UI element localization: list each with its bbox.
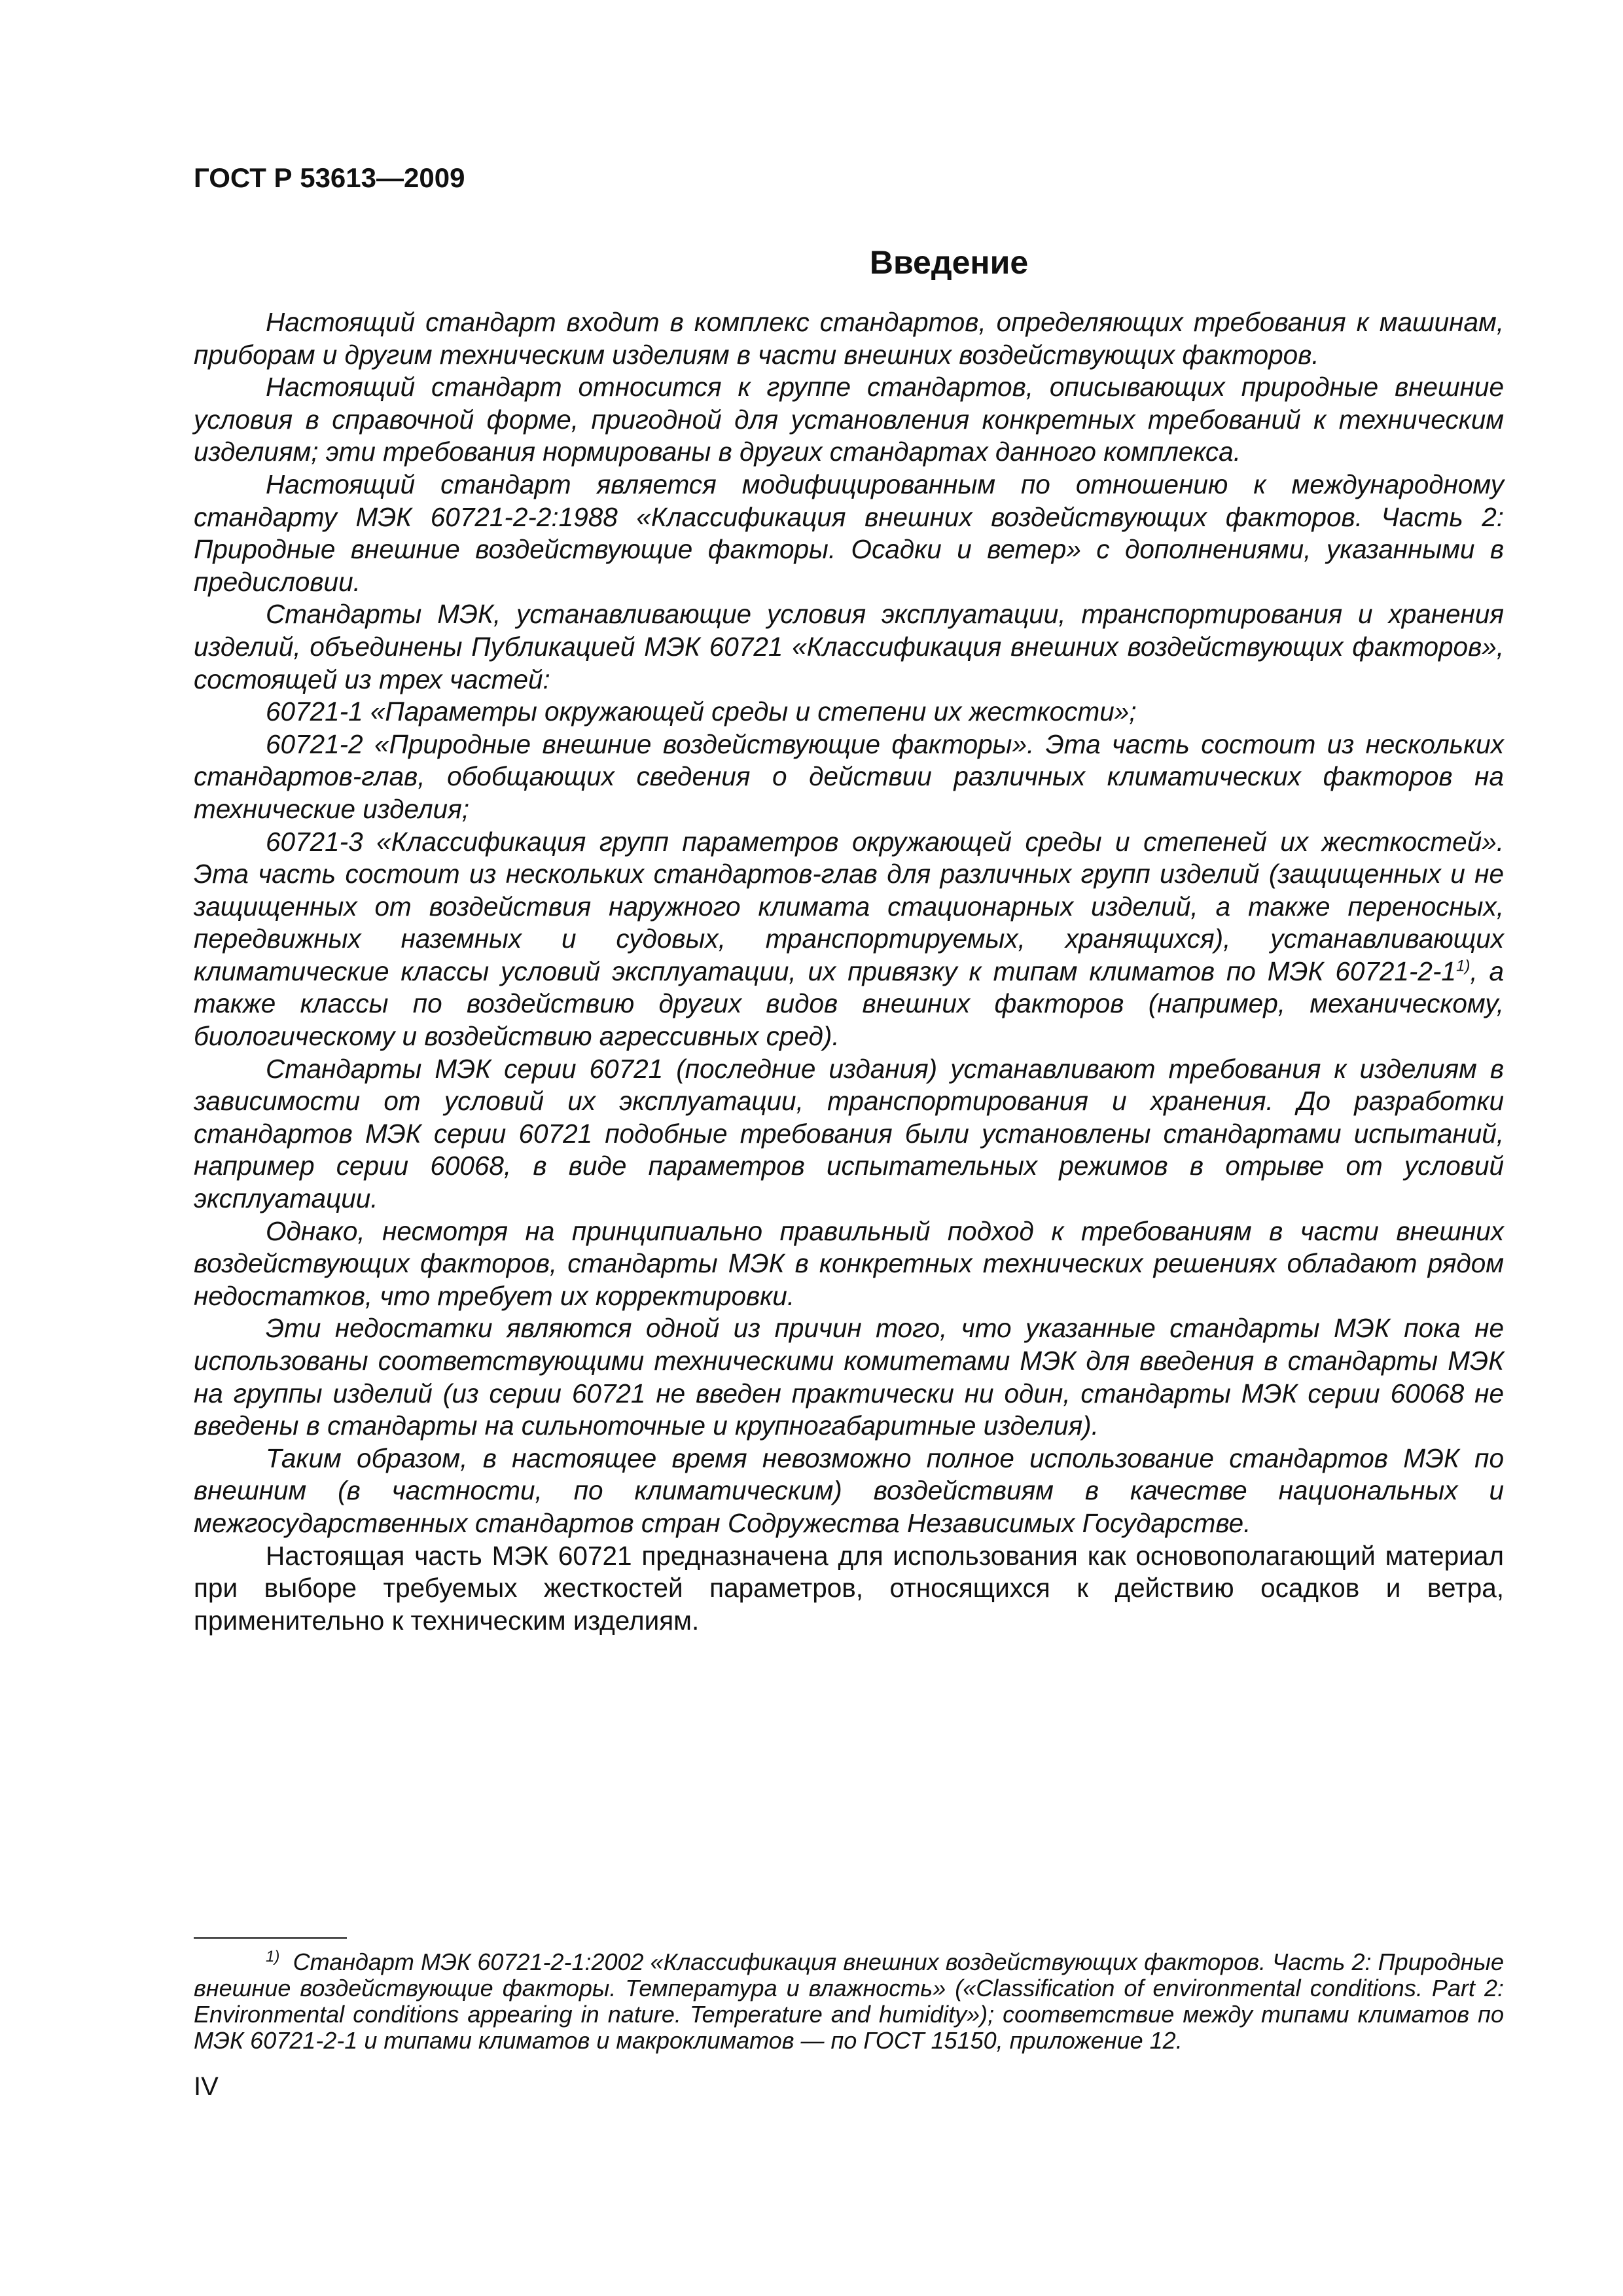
paragraph: Однако, несмотря на принципиально правильный подход к требованиям в части внешних воздействующих факторов, стандарты МЭК в конкретных технических решениях обладают рядом недостатков, что требует их корректировки. (194, 1215, 1504, 1311)
document-header: ГОСТ Р 53613—2009 (194, 162, 465, 193)
footnote-reference[interactable]: 1) (1455, 957, 1471, 975)
list-item-60721-2: 60721-2 «Природные внешние воздействующие факторы». Эта часть состоит из нескольких стандартов-глав, обобщающих сведения о действии различных климатических факторов на технические изделия; (194, 728, 1504, 824)
section-title: Введение (869, 244, 1029, 281)
paragraph: Стандарты МЭК, устанавливающие условия эксплуатации, транспортирования и хранения изделий, объединены Публикацией МЭК 60721 «Классификация внешних воздействующих факторов», состоящей из трех частей: (194, 599, 1504, 694)
paragraph: Настоящий стандарт входит в комплекс стандартов, определяющих требования к машинам, приборам и другим техническим изделиям в части внешних воздействующих факторов. (194, 307, 1504, 370)
page-number: IV (194, 2072, 219, 2101)
paragraph-final: Настоящая часть МЭК 60721 предназначена для использования как основополагающий материал при выборе требуемых жесткостей параметров, относящихся к действию осадков и ветра, применительно к техническим изделиям. (194, 1540, 1504, 1636)
list-item-60721-3 (194, 826, 1504, 1053)
footnote-text: Стандарт МЭК 60721-2-1:2002 «Классификация внешних воздействующих факторов. Часть 2: Природные внешние воздействующие факторы. Температура и влажность» («Classification of environmental conditions. Part 2: Environmental conditions appearing in nature. Temperature and humidity»); соответствие между типами климатов по МЭК 60721-2-1 и типами климатов и макроклиматов — по ГОСТ 15150, приложение 12. (194, 1948, 1504, 2054)
paragraph: Эти недостатки являются одной из причин того, что указанные стандарты МЭК пока не использованы соответствующими техническими комитетами МЭК для введения в стандарты МЭК на группы изделий (из серии 60721 не введен практически ни один, стандарты МЭК серии 60068 не введены в стандарты на сильноточные и крупногабаритные изделия). (194, 1313, 1504, 1441)
paragraph: Настоящий стандарт является модифицированным по отношению к международному стандарту МЭК 60721-2-2:1988 «Классификация внешних воздействующих факторов. Часть 2: Природные внешние воздействующие факторы. Осадки и ветер» с дополнениями, указанными в предисловии. (194, 469, 1504, 597)
footnote-separator (194, 1937, 347, 1939)
paragraph: Настоящий стандарт относится к группе стандартов, описывающих природные внешние условия в справочной форме, пригодной для установления конкретных требований к техническим изделиям; эти требования нормированы в других стандартах данного комплекса. (194, 372, 1504, 467)
footnote-mark: 1) (266, 1948, 280, 1965)
list-item-60721-1: 60721-1 «Параметры окружающей среды и степени их жесткости»; (266, 696, 1137, 727)
footnote (194, 1949, 1504, 2054)
paragraph-text: 60721-3 «Классификация групп параметров окружающей среды и степеней их жесткостей». Эта часть состоит из нескольких стандартов-глав для различных групп изделий (защищенных и не защищенных от воздействия наружного климата стационарных изделий, а также переносных, передвижных наземных и судовых, транспортируемых, хранящихся), устанавливающих климатические классы условий эксплуатации, их привязку к типам климатов по МЭК 60721-2-1 (194, 826, 1504, 986)
body-text (194, 306, 1504, 1637)
section-title-wrap (0, 243, 1623, 281)
paragraph: Стандарты МЭК серии 60721 (последние издания) устанавливают требования к изделиям в зависимости от условий их эксплуатации, транспортирования и хранения. До разработки стандартов МЭК серии 60721 подобные требования были установлены стандартами испытаний, например серии 60068, в виде параметров испытательных режимов в отрыве от условий эксплуатации. (194, 1053, 1504, 1214)
paragraph: Таким образом, в настоящее время невозможно полное использование стандартов МЭК по внешним (в частности, по климатическим) воздействиям в качестве национальных и межгосударственных стандартов стран Содружества Независимых Государстве. (194, 1443, 1504, 1538)
paragraph-text: , а также классы по воздействию других видов внешних факторов (например, механическому, биологическому и воздействию агрессивных сред). (194, 956, 1505, 1052)
